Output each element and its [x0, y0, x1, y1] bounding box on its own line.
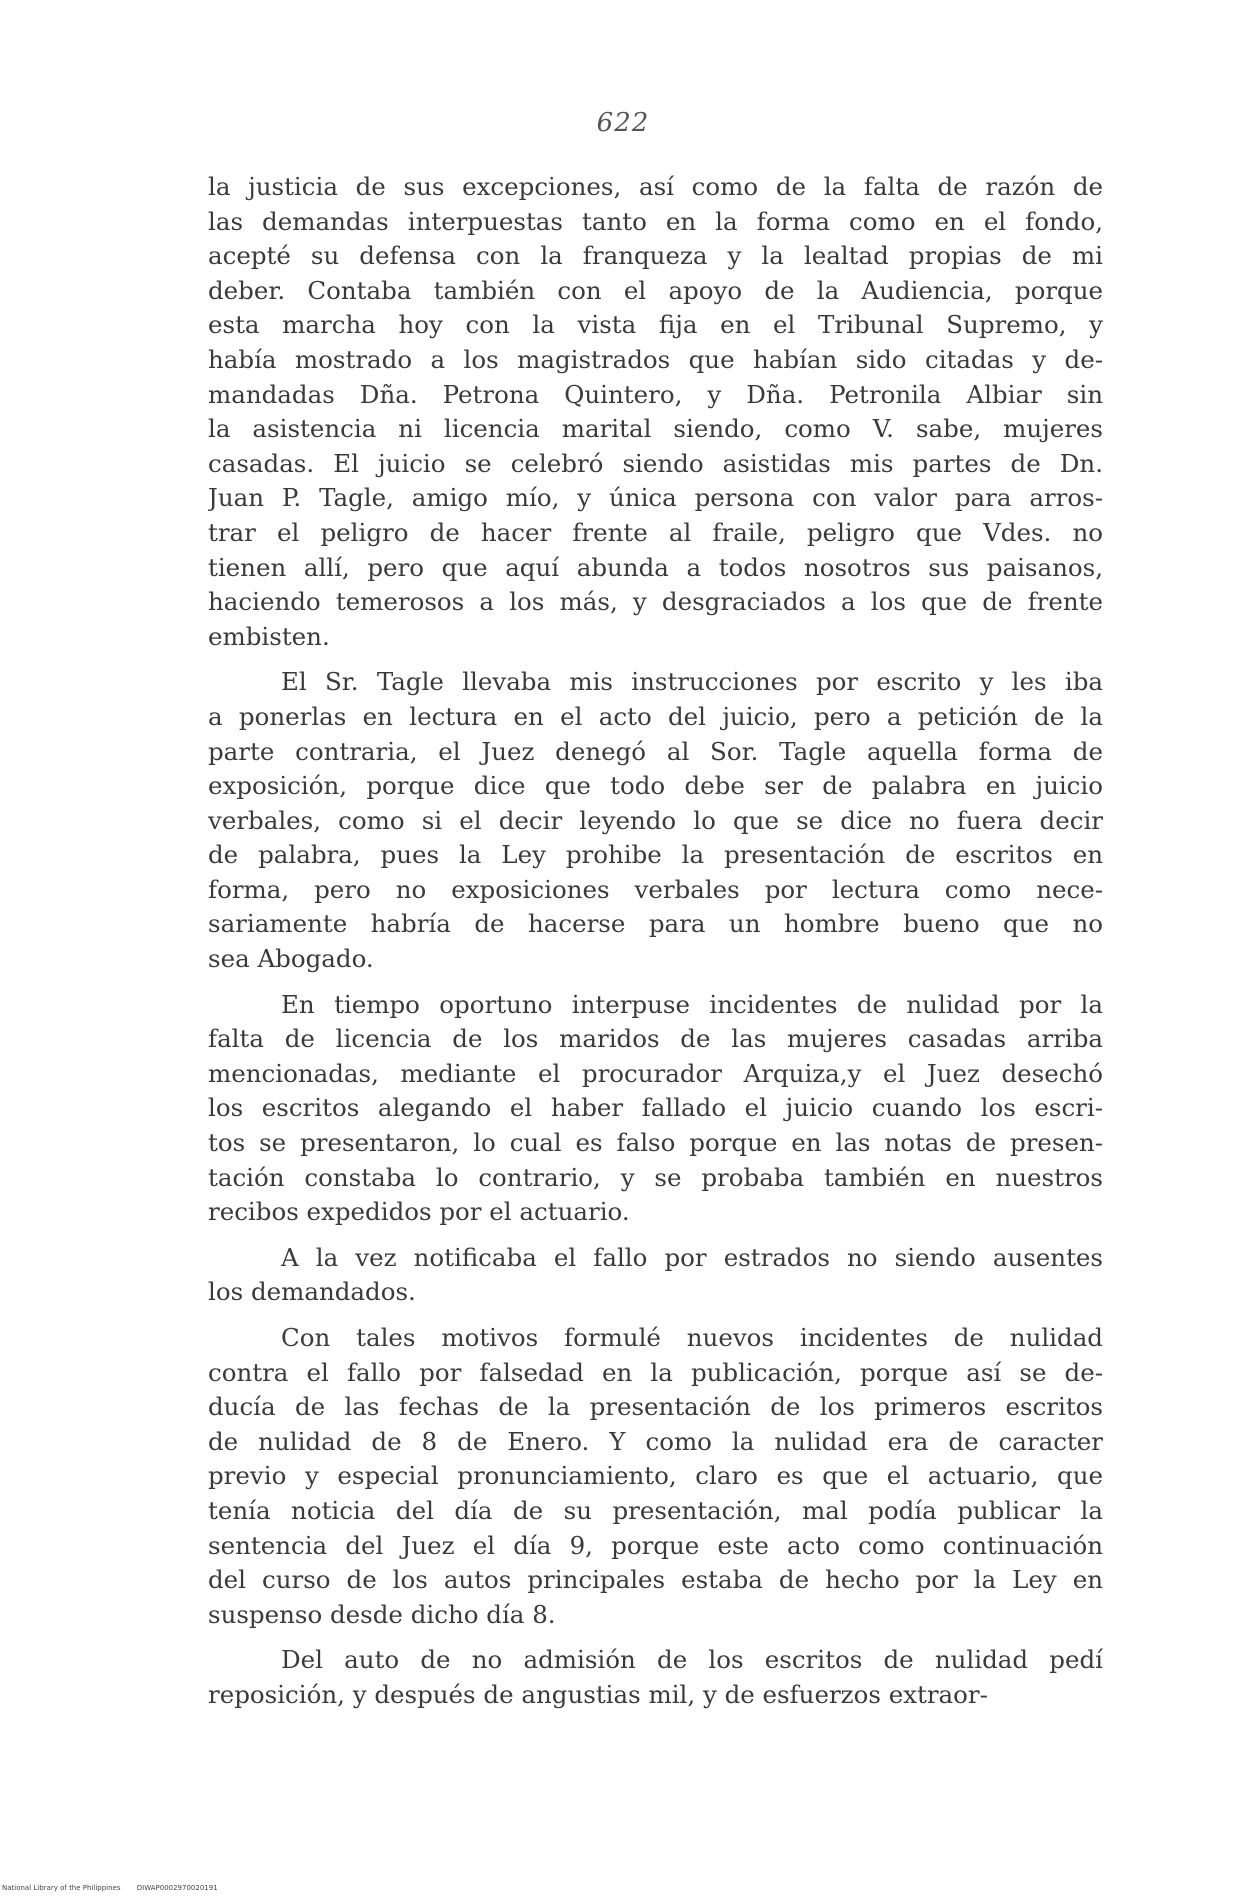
paragraph	[208, 1321, 1103, 1632]
footer-code: DIWAP0002970020191	[136, 1884, 218, 1892]
text-line: embisten.	[208, 621, 330, 651]
text-line: deber. Contaba también con el apoyo de la Audiencia, porque	[208, 275, 1103, 305]
text-line: a ponerlas en lectura en el acto del juicio, pero a petición de la	[208, 701, 1103, 731]
text-line: casadas. El juicio se celebró siendo asistidas mis partes de Dn.	[208, 448, 1103, 478]
text-line: ducía de las fechas de la presentación de los primeros escritos	[208, 1392, 1103, 1422]
paragraph	[208, 1241, 1103, 1310]
paragraph	[208, 1643, 1103, 1712]
text-line: reposición, y después de angustias mil, y de esfuerzos extraor-	[208, 1679, 988, 1709]
text-line: sariamente habría de hacerse para un hombre bueno que no	[208, 909, 1103, 939]
text-line: Del auto de no admisión de los escritos de nulidad pedí	[281, 1645, 1103, 1675]
text-line: las demandas interpuestas tanto en la forma como en el fondo,	[208, 206, 1103, 236]
text-line: tos se presentaron, lo cual es falso porque en las notas de presen-	[208, 1128, 1103, 1158]
text-line: trar el peligro de hacer frente al fraile, peligro que Vdes. no	[208, 517, 1103, 547]
text-line: sentencia del Juez el día 9, porque este acto como continuación	[208, 1530, 1103, 1560]
text-line: acepté su defensa con la franqueza y la lealtad propias de mi	[208, 241, 1103, 271]
text-line: tienen allí, pero que aquí abunda a todos nosotros sus paisanos,	[208, 552, 1103, 582]
text-line: parte contraria, el Juez denegó al Sor. Tagle aquella forma de	[208, 736, 1103, 766]
text-line: falta de licencia de los maridos de las mujeres casadas arriba	[208, 1024, 1103, 1054]
page-number: 622	[596, 108, 650, 138]
text-line: previo y especial pronunciamiento, claro es que el actuario, que	[208, 1461, 1103, 1491]
text-line: mandadas Dña. Petrona Quintero, y Dña. Petronila Albiar sin	[208, 379, 1103, 409]
text-line: Con tales motivos formulé nuevos incidentes de nulidad	[281, 1323, 1103, 1352]
text-line: exposición, porque dice que todo debe ser de palabra en juicio	[208, 771, 1103, 801]
text-line: mencionadas, mediante el procurador Arquiza,y el Juez desechó	[208, 1058, 1103, 1088]
footer-library: National Library of the Philippines	[2, 1884, 121, 1892]
paragraph	[208, 988, 1103, 1230]
text-line: El Sr. Tagle llevaba mis instrucciones por escrito y les iba	[281, 667, 1103, 697]
text-line: En tiempo oportuno interpuse incidentes de nulidad por la	[281, 989, 1103, 1019]
text-line: la asistencia ni licencia marital siendo, como V. sabe, mujeres	[208, 414, 1103, 444]
text-line: de nulidad de 8 de Enero. Y como la nulidad era de caracter	[208, 1426, 1103, 1456]
text-line: contra el fallo por falsedad en la publicación, porque así se de-	[208, 1357, 1103, 1387]
footer-attribution	[2, 1884, 218, 1892]
text-line: tenía noticia del día de su presentación, mal podía publicar la	[208, 1495, 1103, 1525]
text-body	[208, 170, 1103, 1724]
text-line: la justicia de sus excepciones, así como de la falta de razón de	[208, 172, 1103, 201]
text-line: los demandados.	[208, 1277, 416, 1307]
paragraph	[208, 170, 1103, 654]
text-line: forma, pero no exposiciones verbales por lectura como nece-	[208, 874, 1103, 904]
text-line: haciendo temerosos a los más, y desgraciados a los que de frente	[208, 587, 1103, 617]
text-line: Juan P. Tagle, amigo mío, y única persona con valor para arros-	[208, 483, 1103, 513]
paragraph	[208, 665, 1103, 976]
text-line: sea Abogado.	[208, 944, 374, 974]
text-line: los escritos alegando el haber fallado el juicio cuando los escri-	[208, 1093, 1103, 1123]
text-line: suspenso desde dicho día 8.	[208, 1599, 556, 1629]
text-line: esta marcha hoy con la vista fija en el Tribunal Supremo, y	[208, 310, 1103, 340]
text-line: del curso de los autos principales estaba de hecho por la Ley en	[208, 1565, 1103, 1595]
text-line: había mostrado a los magistrados que habían sido citadas y de-	[208, 344, 1103, 374]
text-line: A la vez notificaba el fallo por estrados no siendo ausentes	[281, 1242, 1103, 1272]
text-line: recibos expedidos por el actuario.	[208, 1197, 630, 1227]
text-line: tación constaba lo contrario, y se probaba también en nuestros	[208, 1162, 1103, 1192]
text-line: de palabra, pues la Ley prohibe la presentación de escritos en	[208, 840, 1103, 870]
text-line: verbales, como si el decir leyendo lo que se dice no fuera decir	[208, 805, 1103, 835]
